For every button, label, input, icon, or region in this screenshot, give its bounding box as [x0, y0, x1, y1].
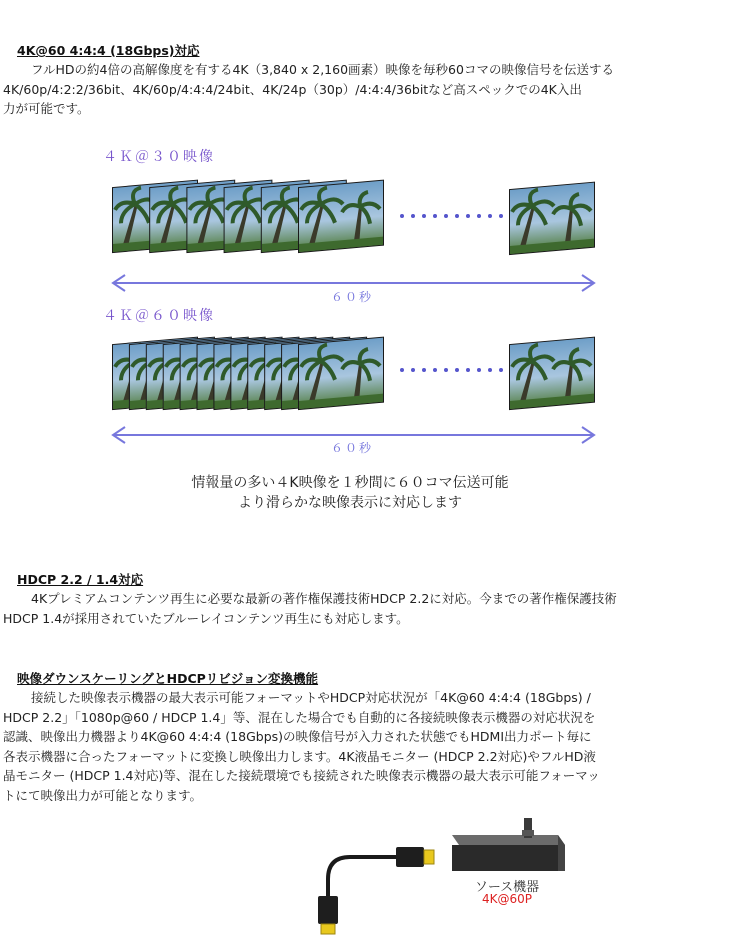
seconds-label-30: ６０秒	[330, 290, 373, 304]
ellipsis-dot	[433, 368, 437, 372]
section-body-hdcp	[3, 589, 682, 628]
body-line: HDCP 1.4が採用されていたブルーレイコンテンツ再生にも対応します。	[3, 610, 409, 626]
body-line: HDCP 2.2」「1080p@60 / HDCP 1.4」等、混在した場合でも自動的に各接続映像表示機器の対応状況を	[3, 709, 596, 725]
ellipsis-dot	[499, 214, 503, 218]
body-line: 力が可能です。	[3, 101, 90, 116]
body-line: 晶モニター (HDCP 1.4対応)等、混在した接続環境でも接続された映像表示機器の最大表示可能フォーマッ	[3, 768, 600, 783]
ellipsis-dot	[499, 368, 503, 372]
seconds-label-60: ６０秒	[330, 441, 373, 455]
ellipsis-dot	[444, 214, 448, 218]
label-4k60: ４Ｋ＠６０映像	[103, 308, 215, 324]
ellipsis-dot	[422, 368, 426, 372]
ellipsis-dot	[411, 368, 415, 372]
body-line: フルHDの約4倍の高解像度を有する4K（3,840 x 2,160画素）映像を毎秒60コマの映像信号を伝送する	[31, 62, 614, 77]
ellipsis-dot	[488, 368, 492, 372]
video-frame	[298, 180, 384, 254]
ellipsis-dot	[466, 214, 470, 218]
body-line: 4K/60p/4:2:2/36bit、4K/60p/4:4:4/24bit、4K/24p（30p）/4:4:4/36bitなど高スペックでの4K入出	[3, 81, 582, 97]
section-title-4k60: 4K@60 4:4:4 (18Gbps)対応	[17, 43, 200, 58]
video-frame	[298, 337, 384, 411]
ellipsis-dot	[477, 368, 481, 372]
body-line: 接続した映像表示機器の最大表示可能フォーマットやHDCP対応状況が「4K@60 4:4:4 (18Gbps) /	[31, 690, 591, 705]
caption-line: より滑らかな映像表示に対応します	[238, 495, 462, 511]
body-line: 4Kプレミアムコンテンツ再生に必要な最新の著作権保護技術HDCP 2.2に対応。今までの著作権保護技術	[31, 591, 617, 606]
ellipsis-dot	[455, 214, 459, 218]
ellipsis-dot	[400, 368, 404, 372]
caption-line: 情報量の多い４K映像を１秒間に６０コマ伝送可能	[191, 475, 509, 491]
section-title-hdcp: HDCP 2.2 / 1.4対応	[17, 572, 144, 587]
ellipsis-dot	[422, 214, 426, 218]
body-line: 各表示機器に合ったフォーマットに変換し映像出力します。4K液晶モニター (HDCP 2.2対応)やフルHD液	[3, 748, 596, 764]
device-format-label: 4K@60P	[481, 892, 532, 906]
ellipsis-dot	[488, 214, 492, 218]
ellipsis-dot	[444, 368, 448, 372]
ellipsis-dot	[433, 214, 437, 218]
ellipsis-dot	[455, 368, 459, 372]
ellipsis-dot	[400, 214, 404, 218]
body-line: 認識、映像出力機器より4K@60 4:4:4 (18Gbps)の映像信号が入力された状態でもHDMI出力ポート毎に	[3, 729, 592, 744]
figure-caption	[100, 473, 600, 513]
ellipsis-dot	[411, 214, 415, 218]
video-frame	[509, 337, 595, 411]
ellipsis-dot	[477, 214, 481, 218]
section-body-downscaling	[3, 688, 682, 805]
ellipsis-dot	[466, 368, 470, 372]
video-frame	[509, 182, 595, 256]
label-4k30: ４Ｋ＠３０映像	[103, 149, 215, 165]
device-label: ソース機器	[474, 880, 540, 895]
body-line: トにて映像出力が可能となります。	[3, 787, 203, 803]
section-title-downscaling: 映像ダウンスケーリングとHDCPリビジョン変換機能	[17, 671, 319, 686]
